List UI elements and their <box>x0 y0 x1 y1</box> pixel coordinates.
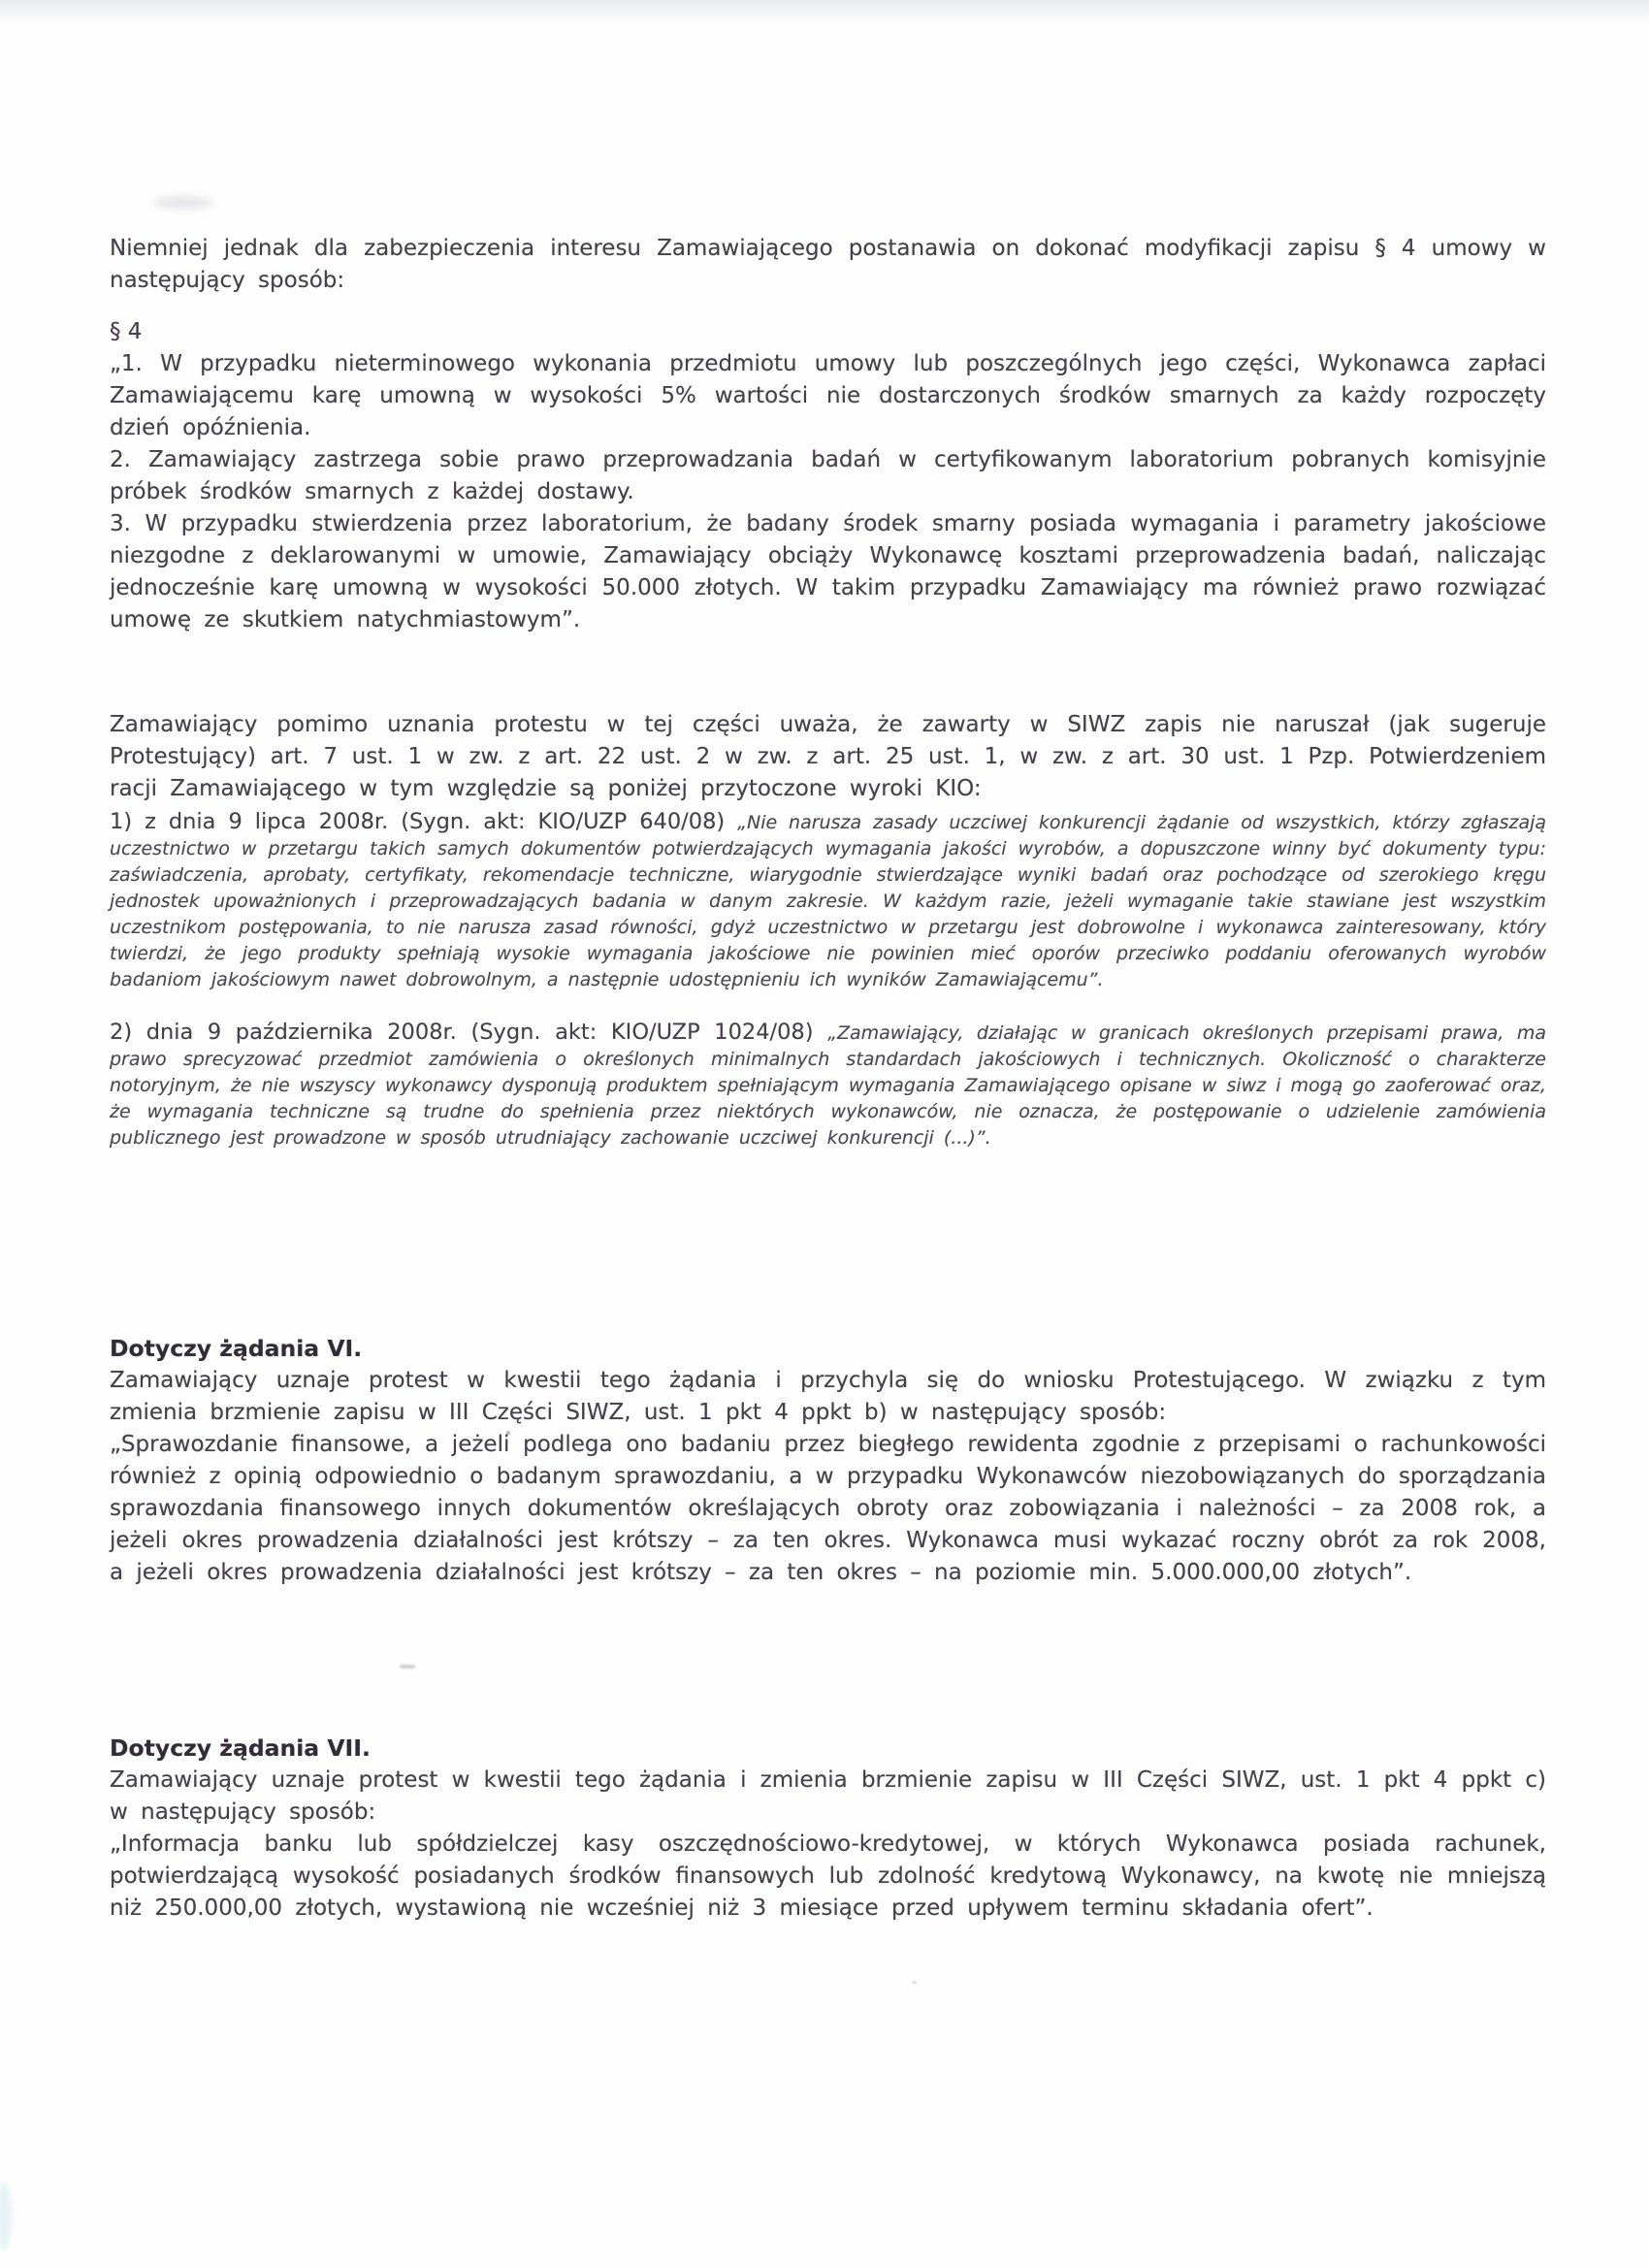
paragraph-4-label: § 4 <box>110 319 143 344</box>
kio-ruling-2 <box>110 1020 1546 1151</box>
intro-paragraph-block <box>110 233 1546 297</box>
clause-item-2: 2. Zamawiający zastrzega sobie prawo przeprowadzania badań w certyfikowanym laboratorium pobranych komisyjnie próbek środków smarnych z każdej dostawy. <box>110 447 1546 504</box>
protest-position-block <box>110 709 1546 805</box>
scan-speck <box>912 1981 917 1984</box>
clause-item-1: „1. W przypadku nieterminowego wykonania przedmiotu umowy lub poszczególnych jego części, Wykonawca zapłaci Zamawiającemu karę umowną w wysokości 5% wartości nie dostarczonych środków smarnych za każdy rozpoczęty dzień opóźnienia. <box>110 351 1546 440</box>
intro-paragraph: Niemniej jednak dla zabezpieczenia interesu Zamawiającego postanawia on dokonać modyfikacji zapisu § 4 umowy w następujący sposób: <box>110 236 1546 293</box>
scan-speck <box>400 1665 415 1669</box>
section-demand-vi <box>110 1333 1546 1589</box>
kio-ruling-2-quote: „Zamawiający, działając w granicach określonych przepisami prawa, ma prawo sprecyzować przedmiot zamówienia o określonych minimalnych standardach jakościowych i technicznych. Okoliczność o charakterze notoryjnym, że nie wszyscy wykonawcy dysponują produktem spełniającym wymagania Zamawiającego opisane w siwz i mogą go zaoferować oraz, że wymagania techniczne są trudne do spełnienia przez niektórych wykonawców, nie oznacza, że postępowanie o udzielenie zamówienia publicznego jest prowadzone w sposób utrudniający zachowanie uczciwej konkurencji (...)”. <box>110 1022 1546 1149</box>
section-vi-heading: Dotyczy żądania VI. <box>110 1335 363 1362</box>
kio-ruling-1-quote: „Nie narusza zasady uczciwej konkurencji żądanie od wszystkich, którzy zgłaszają uczestnictwo w przetargu takich samych dokumentów potwierdzających wymagania jakości wyrobów, a dopuszczone winny być dokumenty typu: zaświadczenia, aprobaty, certyfikaty, rekomendacje techniczne, wiarygodnie stwierdzające wyniki badań oraz pochodzące od szerokiego kręgu jednostek upoważnionych i przeprowadzających badania w danym zakresie. W każdym razie, jeżeli wymaganie takie stawiane jest wszystkim uczestnikom postępowania, to nie narusza zasad równości, gdyż uczestnictwo w przetargu jest dobrowolne i wykonawca zainteresowany, który twierdzi, że jego produkty spełniają wysokie wymagania jakościowe nie powinien mieć oporów przeciwko poddaniu oferowanych wyrobów badaniom jakościowym nawet dobrowolnym, a następnie udostępnieniu ich wyników Zamawiającemu”. <box>110 812 1547 990</box>
scan-smudge <box>0 2183 12 2251</box>
paragraph-4-clause-block <box>110 316 1546 636</box>
kio-ruling-1 <box>110 809 1546 993</box>
clause-item-3: 3. W przypadku stwierdzenia przez laboratorium, że badany środek smarny posiada wymagania i parametry jakościowe niezgodne z deklarowanymi w umowie, Zamawiający obciąży Wykonawcę kosztami przeprowadzenia badań, naliczając jednocześnie karę umowną w wysokości 50.000 złotych. W takim przypadku Zamawiający ma również prawo rozwiązać umowę ze skutkiem natychmiastowym”. <box>110 511 1546 632</box>
scan-top-shadow <box>0 0 1649 25</box>
section-vii-heading: Dotyczy żądania VII. <box>110 1734 371 1762</box>
section-vi-paragraph-2: „Sprawozdanie finansowe, a jeżeli podlega ono badaniu przez biegłego rewidenta zgodnie z przepisami o rachunkowości również z opinią odpowiednio o badanym sprawozdaniu, a w przypadku Wykonawców niezobowiązanych do sporządzania sprawozdania finansowego innych dokumentów określających obroty oraz zobowiązania i należności – za 2008 rok, a jeżeli okres prowadzenia działalności jest krótszy – za ten okres. Wykonawca musi wykazać roczny obrót za rok 2008, a jeżeli okres prowadzenia działalności jest krótszy – za ten okres – na poziomie min. 5.000.000,00 złotych”. <box>110 1432 1546 1585</box>
kio-ruling-2-block <box>110 1020 1546 1151</box>
protest-position-paragraph: Zamawiający pomimo uznania protestu w tej części uważa, że zawarty w SIWZ zapis nie naruszał (jak sugeruje Protestujący) art. 7 ust. 1 w zw. z art. 22 ust. 2 w zw. z art. 25 ust. 1, w zw. z art. 30 ust. 1 Pzp. Potwierdzeniem racji Zamawiającego w tym względzie są poniżej przytoczone wyroki KIO: <box>110 712 1546 801</box>
section-vii-paragraph-2: „Informacja banku lub spółdzielczej kasy oszczędnościowo-kredytowej, w których Wykonawca posiada rachunek, potwierdzającą wysokość posiadanych środków finansowych lub zdolność kredytową Wykonawcy, na kwotę nie mniejszą niż 250.000,00 złotych, wystawioną nie wcześniej niż 3 miesiące przed upływem terminu składania ofert”. <box>110 1831 1546 1921</box>
kio-ruling-2-reference: 2) dnia 9 października 2008r. (Sygn. akt: KIO/UZP 1024/08) <box>110 1020 828 1045</box>
kio-ruling-1-block <box>110 809 1546 993</box>
section-vii-paragraph-1: Zamawiający uznaje protest w kwestii tego żądania i zmienia brzmienie zapisu w III Części SIWZ, ust. 1 pkt 4 ppkt c) w następujący sposób: <box>110 1767 1546 1825</box>
section-demand-vii <box>110 1733 1546 1925</box>
kio-ruling-1-reference: 1) z dnia 9 lipca 2008r. (Sygn. akt: KIO/UZP 640/08) <box>110 809 738 834</box>
scan-smudge <box>153 196 213 210</box>
section-vi-paragraph-1: Zamawiający uznaje protest w kwestii tego żądania i przychyla się do wniosku Protestującego. W związku z tym zmienia brzmienie zapisu w III Części SIWZ, ust. 1 pkt 4 ppkt b) w następujący sposób: <box>110 1368 1546 1425</box>
